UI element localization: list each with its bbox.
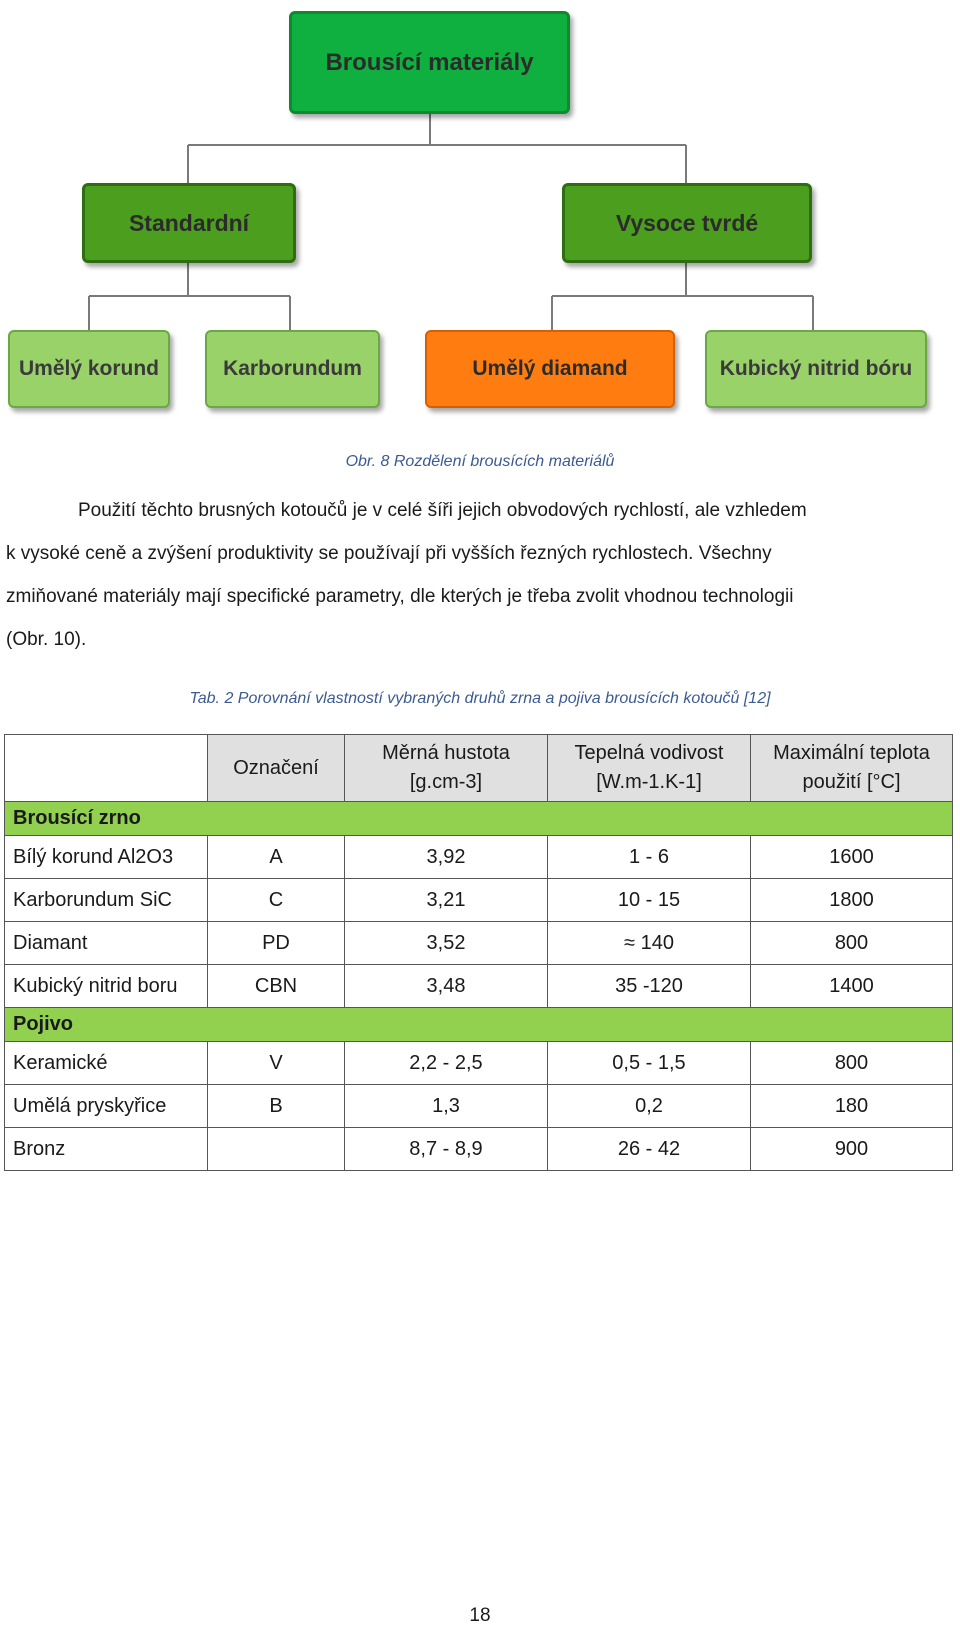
- paragraph-line-2: k vysoké ceně a zvýšení produktivity se používají při vyšších řezných rychlostech. Všechny: [6, 543, 772, 564]
- cell-temp: 1600: [751, 836, 953, 879]
- cell-code: A: [208, 836, 345, 879]
- cell-temp: 900: [751, 1128, 953, 1171]
- header-density-line1: Měrná hustota: [382, 742, 510, 764]
- cell-density: 3,92: [345, 836, 548, 879]
- cell-density: 3,52: [345, 922, 548, 965]
- page-number: 18: [469, 1605, 491, 1626]
- cell-temp: 800: [751, 1042, 953, 1085]
- table-row: [5, 836, 953, 879]
- cell-temp: 180: [751, 1085, 953, 1128]
- cell-conductivity: 35 -120: [548, 965, 751, 1008]
- cell-temp: 1400: [751, 965, 953, 1008]
- cell-name: Diamant: [5, 922, 208, 965]
- cell-name: Umělá pryskyřice: [5, 1085, 208, 1128]
- section-label-grain: Brousící zrno: [5, 802, 953, 836]
- table-row: [5, 922, 953, 965]
- classification-diagram: [0, 0, 960, 420]
- cell-conductivity: 0,5 - 1,5: [548, 1042, 751, 1085]
- cell-conductivity: 0,2: [548, 1085, 751, 1128]
- cell-conductivity: ≈ 140: [548, 922, 751, 965]
- diagram-leaf-carborundum: Karborundum: [205, 330, 380, 408]
- figure-caption: Obr. 8 Rozdělení brousících materiálů: [345, 453, 615, 470]
- cell-code: PD: [208, 922, 345, 965]
- cell-conductivity: 1 - 6: [548, 836, 751, 879]
- table-caption: Tab. 2 Porovnání vlastností vybraných druhů zrna a pojiva brousících kotoučů [12]: [189, 690, 771, 707]
- header-temp-line1: Maximální teplota: [773, 742, 930, 764]
- paragraph-line-4: (Obr. 10).: [6, 629, 87, 650]
- table-row: [5, 965, 953, 1008]
- header-conductivity-line2: [W.m-1.K-1]: [596, 771, 702, 793]
- cell-name: Keramické: [5, 1042, 208, 1085]
- properties-table: [4, 734, 953, 1171]
- cell-density: 3,21: [345, 879, 548, 922]
- header-temp-line2: použití [°C]: [802, 771, 901, 793]
- diagram-category-standard: Standardní: [82, 183, 296, 263]
- cell-code: B: [208, 1085, 345, 1128]
- section-label-binder: Pojivo: [5, 1008, 953, 1042]
- paragraph-line-1: Použití těchto brusných kotoučů je v celé šíři jejich obvodových rychlostí, ale vzhledem: [78, 500, 807, 521]
- section-row-binder: [5, 1008, 953, 1042]
- header-density-line2: [g.cm-3]: [409, 771, 483, 793]
- cell-density: 2,2 - 2,5: [345, 1042, 548, 1085]
- diagram-root-node: Brousící materiály: [289, 11, 570, 114]
- cell-code: CBN: [208, 965, 345, 1008]
- table-header-corner: [5, 735, 208, 802]
- cell-name: Kubický nitrid boru: [5, 965, 208, 1008]
- body-paragraph: [6, 489, 952, 661]
- section-row-grain: [5, 802, 953, 836]
- diagram-leaf-artificial-diamond: Umělý diamand: [425, 330, 675, 408]
- table-row: [5, 879, 953, 922]
- table-row: [5, 1128, 953, 1171]
- cell-name: Karborundum SiC: [5, 879, 208, 922]
- diagram-category-superhard: Vysoce tvrdé: [562, 183, 812, 263]
- diagram-leaf-artificial-corundum: Umělý korund: [8, 330, 170, 408]
- header-designation: Označení: [208, 735, 345, 802]
- cell-temp: 800: [751, 922, 953, 965]
- header-max-temperature: [751, 735, 953, 802]
- cell-density: 3,48: [345, 965, 548, 1008]
- cell-density: 1,3: [345, 1085, 548, 1128]
- cell-temp: 1800: [751, 879, 953, 922]
- cell-conductivity: 10 - 15: [548, 879, 751, 922]
- paragraph-line-3: zmiňované materiály mají specifické parametry, dle kterých je třeba zvolit vhodnou technologii: [6, 586, 794, 607]
- cell-code: V: [208, 1042, 345, 1085]
- cell-conductivity: 26 - 42: [548, 1128, 751, 1171]
- header-conductivity-line1: Tepelná vodivost: [574, 742, 724, 764]
- cell-name: Bronz: [5, 1128, 208, 1171]
- cell-code: [208, 1128, 345, 1171]
- table-header-row: [5, 735, 953, 802]
- cell-code: C: [208, 879, 345, 922]
- cell-name: Bílý korund Al2O3: [5, 836, 208, 879]
- header-conductivity: [548, 735, 751, 802]
- cell-density: 8,7 - 8,9: [345, 1128, 548, 1171]
- diagram-leaf-cubic-boron-nitride: Kubický nitrid bóru: [705, 330, 927, 408]
- table-row: [5, 1042, 953, 1085]
- header-density: [345, 735, 548, 802]
- table-row: [5, 1085, 953, 1128]
